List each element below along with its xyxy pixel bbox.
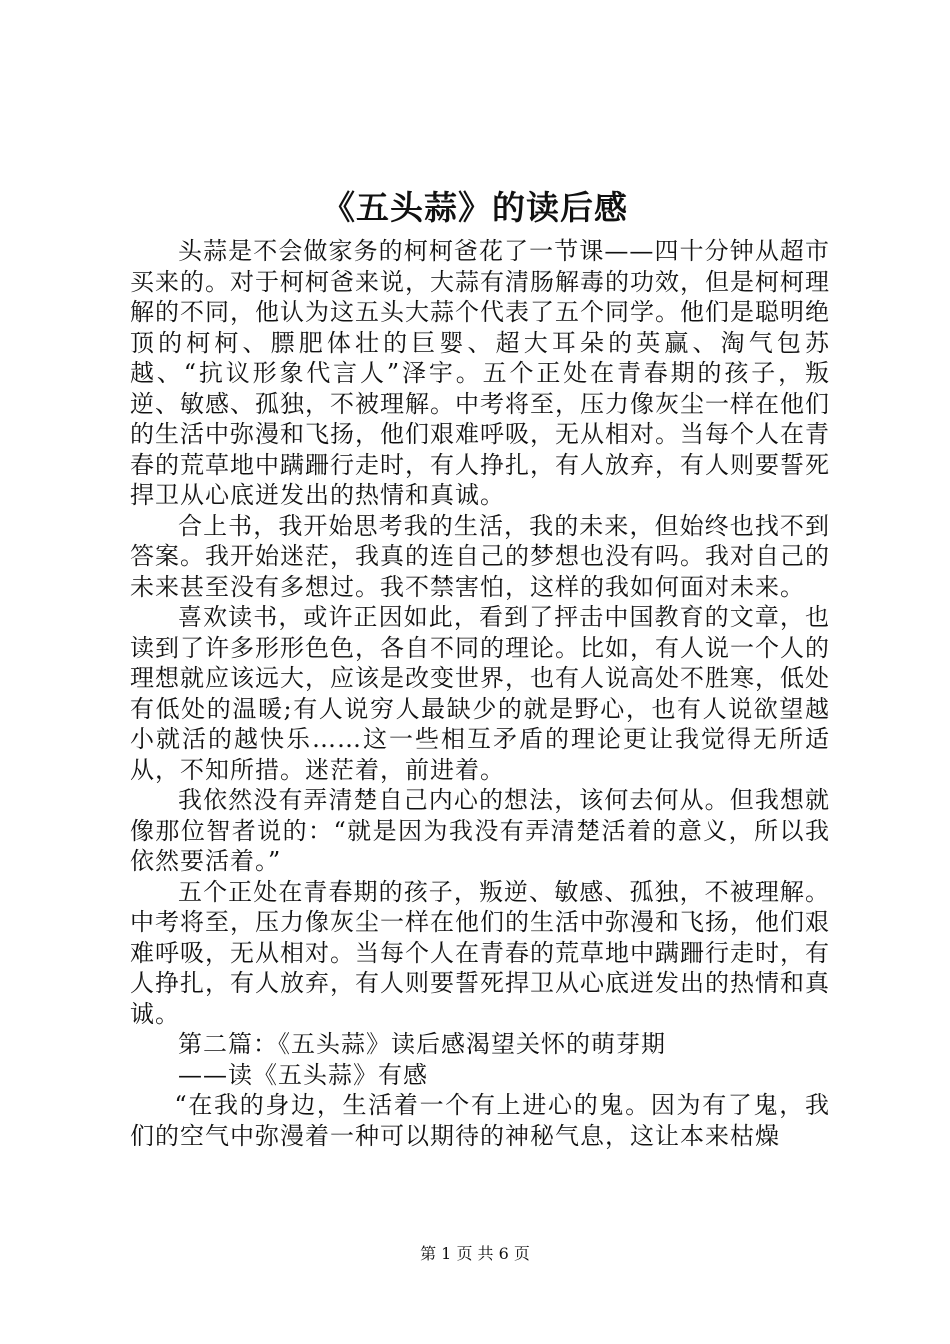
document-title: 《五头蒜》的读后感 <box>322 188 628 227</box>
paragraph-1: 头蒜是不会做家务的柯柯爸花了一节课——四十分钟从超市买来的。对于柯柯爸来说，大蒜有清肠解毒的功效，但是柯柯理解的不同，他认为这五头大蒜个代表了五个同学。他们是聪明绝顶的柯柯、膘肥体壮的巨婴、超大耳朵的英赢、淘气包苏越、“抗议形象代言人”泽宇。五个正处在青春期的孩子，叛逆、敏感、孤独，不被理解。中考将至，压力像灰尘一样在他们的生活中弥漫和飞扬，他们艰难呼吸，无从相对。当每个人在青春的荒草地中蹒跚行走时，有人挣扎，有人放弃，有人则要誓死捍卫从心底迸发出的热情和真诚。 <box>130 237 830 509</box>
paragraph-5: 五个正处在青春期的孩子，叛逆、敏感、孤独，不被理解。中考将至，压力像灰尘一样在他们的生活中弥漫和飞扬，他们艰难呼吸，无从相对。当每个人在青春的荒草地中蹒跚行走时，有人挣扎，有人放弃，有人则要誓死捍卫从心底迸发出的热情和真诚。 <box>130 877 830 1028</box>
section-subheading: ——读《五头蒜》有感 <box>178 1060 428 1089</box>
paragraph-2: 合上书，我开始思考我的生活，我的未来，但始终也找不到答案。我开始迷茫，我真的连自己的梦想也没有吗。我对自己的未来甚至没有多想过。我不禁害怕，这样的我如何面对未来。 <box>130 511 830 601</box>
quote-paragraph: “在我的身边，生活着一个有上进心的鬼。因为有了鬼，我们的空气中弥漫着一种可以期待的神秘气息，这让本来枯燥 <box>130 1091 830 1150</box>
paragraph-4: 我依然没有弄清楚自己内心的想法，该何去何从。但我想就像那位智者说的：“就是因为我没有弄清楚活着的意义，所以我依然要活着。” <box>130 786 830 875</box>
document-body <box>130 236 830 1151</box>
page-number-footer: 第 1 页 共 6 页 <box>420 1244 530 1263</box>
paragraph-3: 喜欢读书，或许正因如此，看到了抨击中国教育的文章，也读到了许多形形色色，各自不同的理论。比如，有人说一个人的理想就应该远大，应该是改变世界，也有人说高处不胜寒，低处有低处的温暖;有人说穷人最缺少的就是野心，也有人说欲望越小就活的越快乐……这一些相互矛盾的理论更让我觉得无所适从，不知所措。迷茫着，前进着。 <box>130 603 830 784</box>
section-heading: 第二篇：《五头蒜》读后感渴望关怀的萌芽期 <box>178 1030 666 1058</box>
